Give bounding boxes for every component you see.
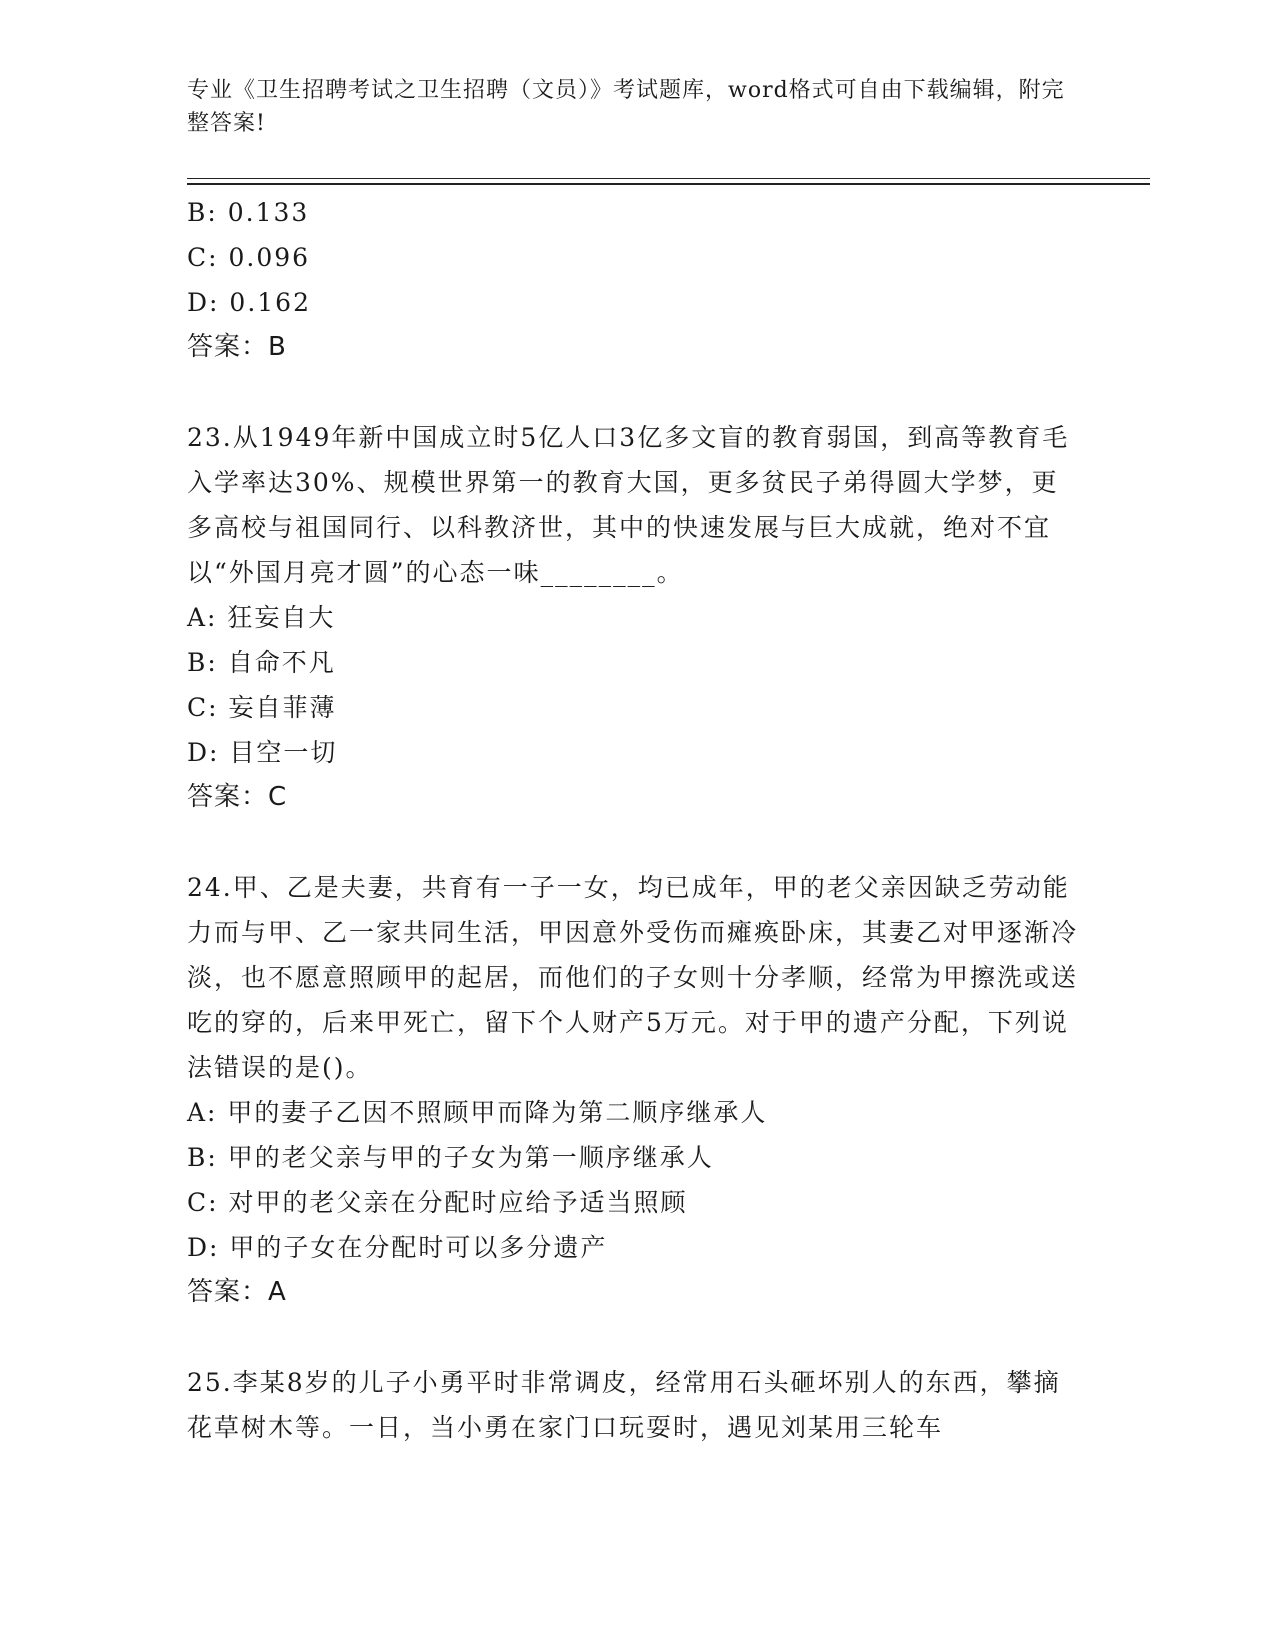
question-24-option-c: C: 对甲的老父亲在分配时应给予适当照顾 [187,1188,688,1217]
header-rule-thin [187,178,1150,179]
spacer [187,370,1087,415]
question-24-answer: 答案：A [187,1277,287,1307]
spacer [187,820,1087,865]
question-content [187,190,1087,1450]
question-22-option-b: B: 0.133 [187,198,310,227]
question-24-option-b: B: 甲的老父亲与甲的子女为第一顺序继承人 [187,1143,714,1172]
question-23-stem: 23.从1949年新中国成立时5亿人口3亿多文盲的教育弱国，到高等教育毛入学率达30%、规模世界第一的教育大国，更多贫民子弟得圆大学梦，更多高校与祖国同行、以科教济世，其中的快速发展与巨大成就，绝对不宜以“外国月亮才圆”的心态一味________。 [187,423,1070,587]
question-23-option-c: C: 妄自菲薄 [187,693,337,722]
spacer [187,1315,1087,1360]
question-22-tail [187,190,1087,370]
question-23-option-d: D: 目空一切 [187,738,338,767]
question-23-answer: 答案：C [187,782,288,812]
header-title: 专业《卫生招聘考试之卫生招聘（文员）》考试题库，word格式可自由下载编辑，附完整答案! [187,78,1065,136]
question-24-option-d: D: 甲的子女在分配时可以多分遗产 [187,1233,608,1262]
question-23-option-a: A: 狂妄自大 [187,603,336,632]
question-25 [187,1360,1087,1450]
question-22-answer: 答案：B [187,332,287,362]
document-header [187,74,1067,140]
question-22-option-c: C: 0.096 [187,243,311,272]
question-24-option-a: A: 甲的妻子乙因不照顾甲而降为第二顺序继承人 [187,1098,768,1127]
question-25-stem: 25.李某8岁的儿子小勇平时非常调皮，经常用石头砸坏别人的东西，攀摘花草树木等。一日，当小勇在家门口玩耍时，遇见刘某用三轮车 [187,1368,1061,1442]
question-24 [187,865,1087,1315]
header-rule-thick [187,183,1150,185]
question-22-option-d: D: 0.162 [187,288,311,317]
question-23-option-b: B: 自命不凡 [187,648,336,677]
question-23 [187,415,1087,820]
question-24-stem: 24.甲、乙是夫妻，共育有一子一女，均已成年，甲的老父亲因缺乏劳动能力而与甲、乙一家共同生活，甲因意外受伤而瘫痪卧床，其妻乙对甲逐渐冷淡，也不愿意照顾甲的起居，而他们的子女则十分孝顺，经常为甲擦洗或送吃的穿的，后来甲死亡，留下个人财产5万元。对于甲的遗产分配，下列说法错误的是()。 [187,873,1079,1082]
